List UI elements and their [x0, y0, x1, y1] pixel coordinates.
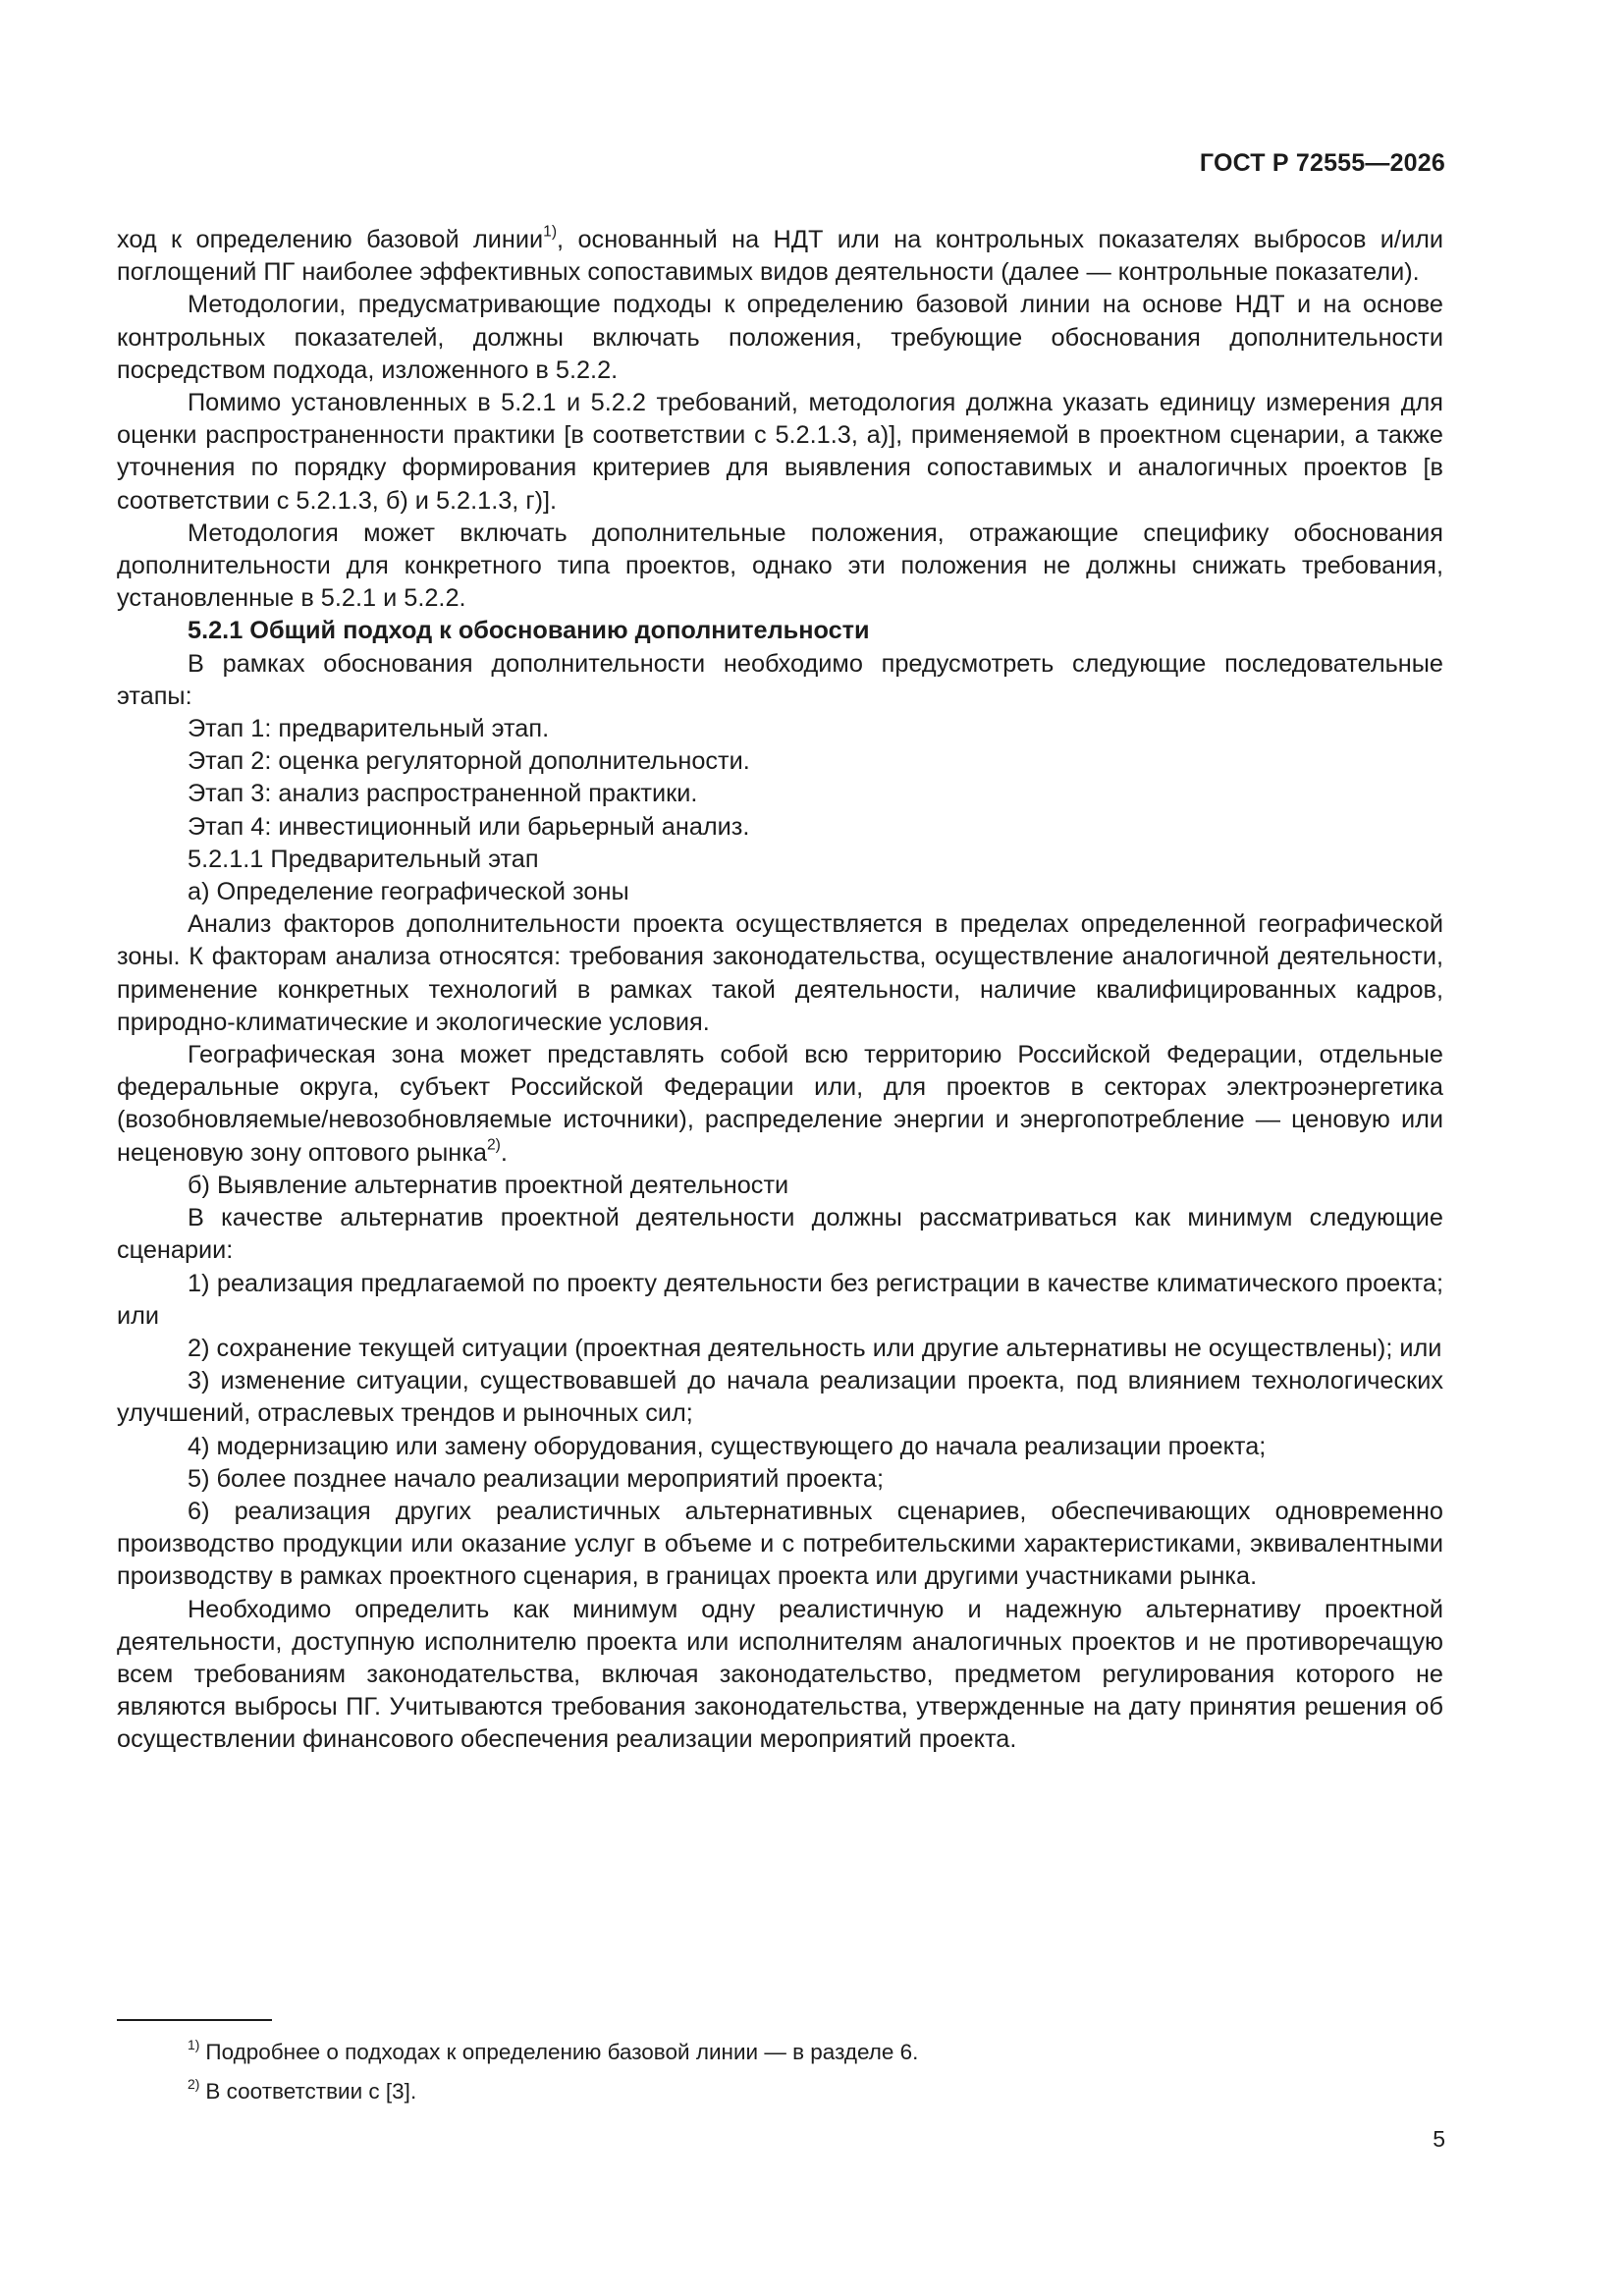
list-item: 2) сохранение текущей ситуации (проектная деятельность или другие альтернативы не осуществлены); или — [188, 1334, 1442, 1362]
footnote — [188, 2075, 1415, 2105]
footnotes — [188, 2036, 1415, 2117]
list-item: Этап 1: предварительный этап. — [188, 715, 550, 743]
footnote-ref: 1) — [543, 223, 558, 241]
list-item: 1) реализация предлагаемой по проекту деятельности без регистрации в качестве климатического проекта; или — [117, 1269, 1443, 1330]
list-item: Этап 3: анализ распространенной практики. — [188, 780, 698, 808]
footnote-divider — [117, 2019, 272, 2021]
footnote-text: Подробнее о подходах к определению базовой линии — в разделе 6. — [205, 2040, 919, 2064]
paragraph — [117, 1039, 1443, 1170]
footnote-ref: 2) — [486, 1135, 501, 1153]
subsection-heading: 5.2.1.1 Предварительный этап — [188, 845, 539, 873]
paragraph: Необходимо определить как минимум одну реалистичную и надежную альтернативу проектной деятельности, доступную исполнителю проекта или исполнителям аналогичных проектов и не противоречащую всем требованиям законодательства, включая законодательство, предметом регулирования которого не являются выбросы ПГ. Учитываются требования законодательства, утвержденные на дату принятия решения об осуществлении финансового обеспечения реализации мероприятий проекта. — [117, 1595, 1443, 1754]
paragraph: В рамках обоснования дополнительности необходимо предусмотреть следующие последовательные этапы: — [117, 649, 1443, 710]
list-item: 3) изменение ситуации, существовавшей до начала реализации проекта, под влиянием технологических улучшений, отраслевых трендов и рыночных сил; — [117, 1367, 1443, 1428]
paragraph: Помимо установленных в 5.2.1 и 5.2.2 требований, методология должна указать единицу измерения для оценки распространенности практики [в соответствии с 5.2.1.3, а)], применяемой в проектном сценарии, а также уточнения по порядку формирования критериев для выявления сопоставимых и аналогичных проектов [в соответствии с 5.2.1.3, б) и 5.2.1.3, г)]. — [117, 389, 1443, 515]
list-item: 4) модернизацию или замену оборудования, существующего до начала реализации проекта; — [188, 1432, 1267, 1460]
document-body — [117, 224, 1443, 1757]
footnote-mark: 2) — [188, 2075, 200, 2092]
paragraph-text: , основанный на НДТ или на контрольных показателях выбросов и/или поглощений ПГ наиболее эффективных сопоставимых видов деятельности (далее — контрольные показатели). — [117, 226, 1443, 287]
paragraph — [117, 224, 1443, 289]
page-number: 5 — [1433, 2126, 1445, 2152]
paragraph: Методология может включать дополнительные положения, отражающие специфику обоснования дополнительности для конкретного типа проектов, однако эти положения не должны снижать требования, установленные в 5.2.1 и 5.2.2. — [117, 519, 1443, 613]
list-item: б) Выявление альтернатив проектной деятельности — [188, 1171, 789, 1199]
paragraph: Анализ факторов дополнительности проекта осуществляется в пределах определенной географической зоны. К факторам анализа относятся: требования законодательства, осуществление аналогичной деятельности, применение конкретных технологий в рамках такой деятельности, наличие квалифицированных кадров, природно-климатические и экологические условия. — [117, 910, 1443, 1036]
list-item: Этап 2: оценка регуляторной дополнительности. — [188, 747, 750, 776]
paragraph: В качестве альтернатив проектной деятельности должны рассматриваться как минимум следующие сценарии: — [117, 1204, 1443, 1265]
list-item: 5) более позднее начало реализации мероприятий проекта; — [188, 1464, 885, 1493]
list-item: а) Определение географической зоны — [188, 878, 629, 906]
paragraph-text: ход к определению базовой линии — [117, 226, 544, 253]
list-item: Этап 4: инвестиционный или барьерный анализ. — [188, 812, 750, 841]
list-item: 6) реализация других реалистичных альтернативных сценариев, обеспечивающих одновременно производство продукции или оказание услуг в объеме и с потребительскими характеристиками, эквивалентными производству в рамках проектного сценария, в границах проекта или другими участниками рынка. — [117, 1497, 1443, 1591]
document-header: ГОСТ Р 72555—2026 — [1199, 149, 1445, 177]
footnote — [188, 2036, 1415, 2066]
footnote-text: В соответствии с [3]. — [205, 2079, 417, 2104]
paragraph-text: Географическая зона может представлять собой всю территорию Российской Федерации, отдельные федеральные округа, субъект Российской Федерации или, для проектов в секторах электроэнергетика (возобновляемые/невозобновляемые источники), распределение энергии и энергопотребление — ценовую или неценовую зону оптового рынка — [117, 1041, 1443, 1167]
paragraph-text: . — [500, 1138, 508, 1167]
paragraph: Методологии, предусматривающие подходы к определению базовой линии на основе НДТ и на основе контрольных показателей, должны включать положения, требующие обоснования дополнительности посредством подхода, изложенного в 5.2.2. — [117, 291, 1443, 384]
footnote-mark: 1) — [188, 2036, 200, 2052]
section-heading: 5.2.1 Общий подход к обоснованию дополнительности — [188, 617, 870, 645]
